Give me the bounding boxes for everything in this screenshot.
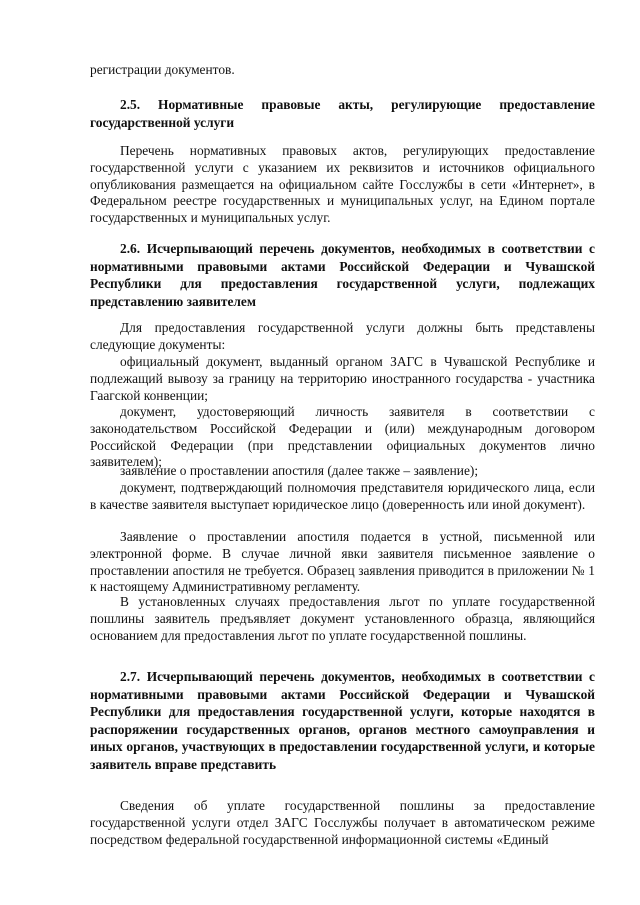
paragraph-2-6-intro: Для предоставления государственной услуги должны быть представлены следующие документы: [90, 320, 595, 352]
list-item-application: заявление о проставлении апостиля (далее также – заявление); [120, 463, 479, 478]
list-item-official-document: официальный документ, выданный органом ЗАГС в Чувашской Республике и подлежащий вывозу за границу на территорию иностранного государства - участника Гаагской конвенции; [90, 354, 595, 403]
paragraph-2-7: Сведения об уплате государственной пошлины за предоставление государственной услуги отдел ЗАГС Госслужбы получает в автоматическом режиме посредством федеральной государственной информационной системы «Единый [90, 798, 595, 847]
section-heading-2-5: 2.5. Нормативные правовые акты, регулирующие предоставление государственной услуги [90, 97, 595, 130]
continued-paragraph: регистрации документов. [90, 62, 235, 77]
section-heading-2-6: 2.6. Исчерпывающий перечень документов, необходимых в соответствии с нормативными правовыми актами Российской Федерации и Чувашской Республики для предоставления государственной услуги, подлежащих представлению заявителем [90, 241, 595, 309]
section-heading-2-7: 2.7. Исчерпывающий перечень документов, необходимых в соответствии с нормативными правовыми актами Российской Федерации и Чувашской Республики для предоставления государственной услуги, которые находятся в распоряжении государственных органов, органов местного самоуправления и иных органов, участвующих в предоставлении государственной услуги, и которые заявитель вправе представить [90, 669, 595, 772]
list-item-authority-document: документ, подтверждающий полномочия представителя юридического лица, если в качестве заявителя выступает юридическое лицо (доверенность или иной документ). [90, 480, 595, 512]
list-item-identity-document: документ, удостоверяющий личность заявителя в соответствии с законодательством Российской Федерации и (или) международным договором Российской Федерации (при представлении официальных документов лично заявителем); [90, 404, 595, 470]
paragraph-2-5: Перечень нормативных правовых актов, регулирующих предоставление государственной услуги с указанием их реквизитов и источников официального опубликования размещается на официальном сайте Госслужбы в сети «Интернет», в Федеральном реестре государственных и муниципальных услуг, на Едином портале государственных и муниципальных услуг. [90, 143, 595, 226]
paragraph-fee-benefits: В установленных случаях предоставления льгот по уплате государственной пошлины заявитель предъявляет документ установленного образца, являющийся основанием для предоставления льгот по уплате государственной пошлины. [90, 594, 595, 643]
paragraph-application-form: Заявление о проставлении апостиля подается в устной, письменной или электронной форме. В случае личной явки заявителя письменное заявление о проставлении апостиля не требуется. Образец заявления приводится в приложении № 1 к настоящему Административному регламенту. [90, 529, 595, 595]
